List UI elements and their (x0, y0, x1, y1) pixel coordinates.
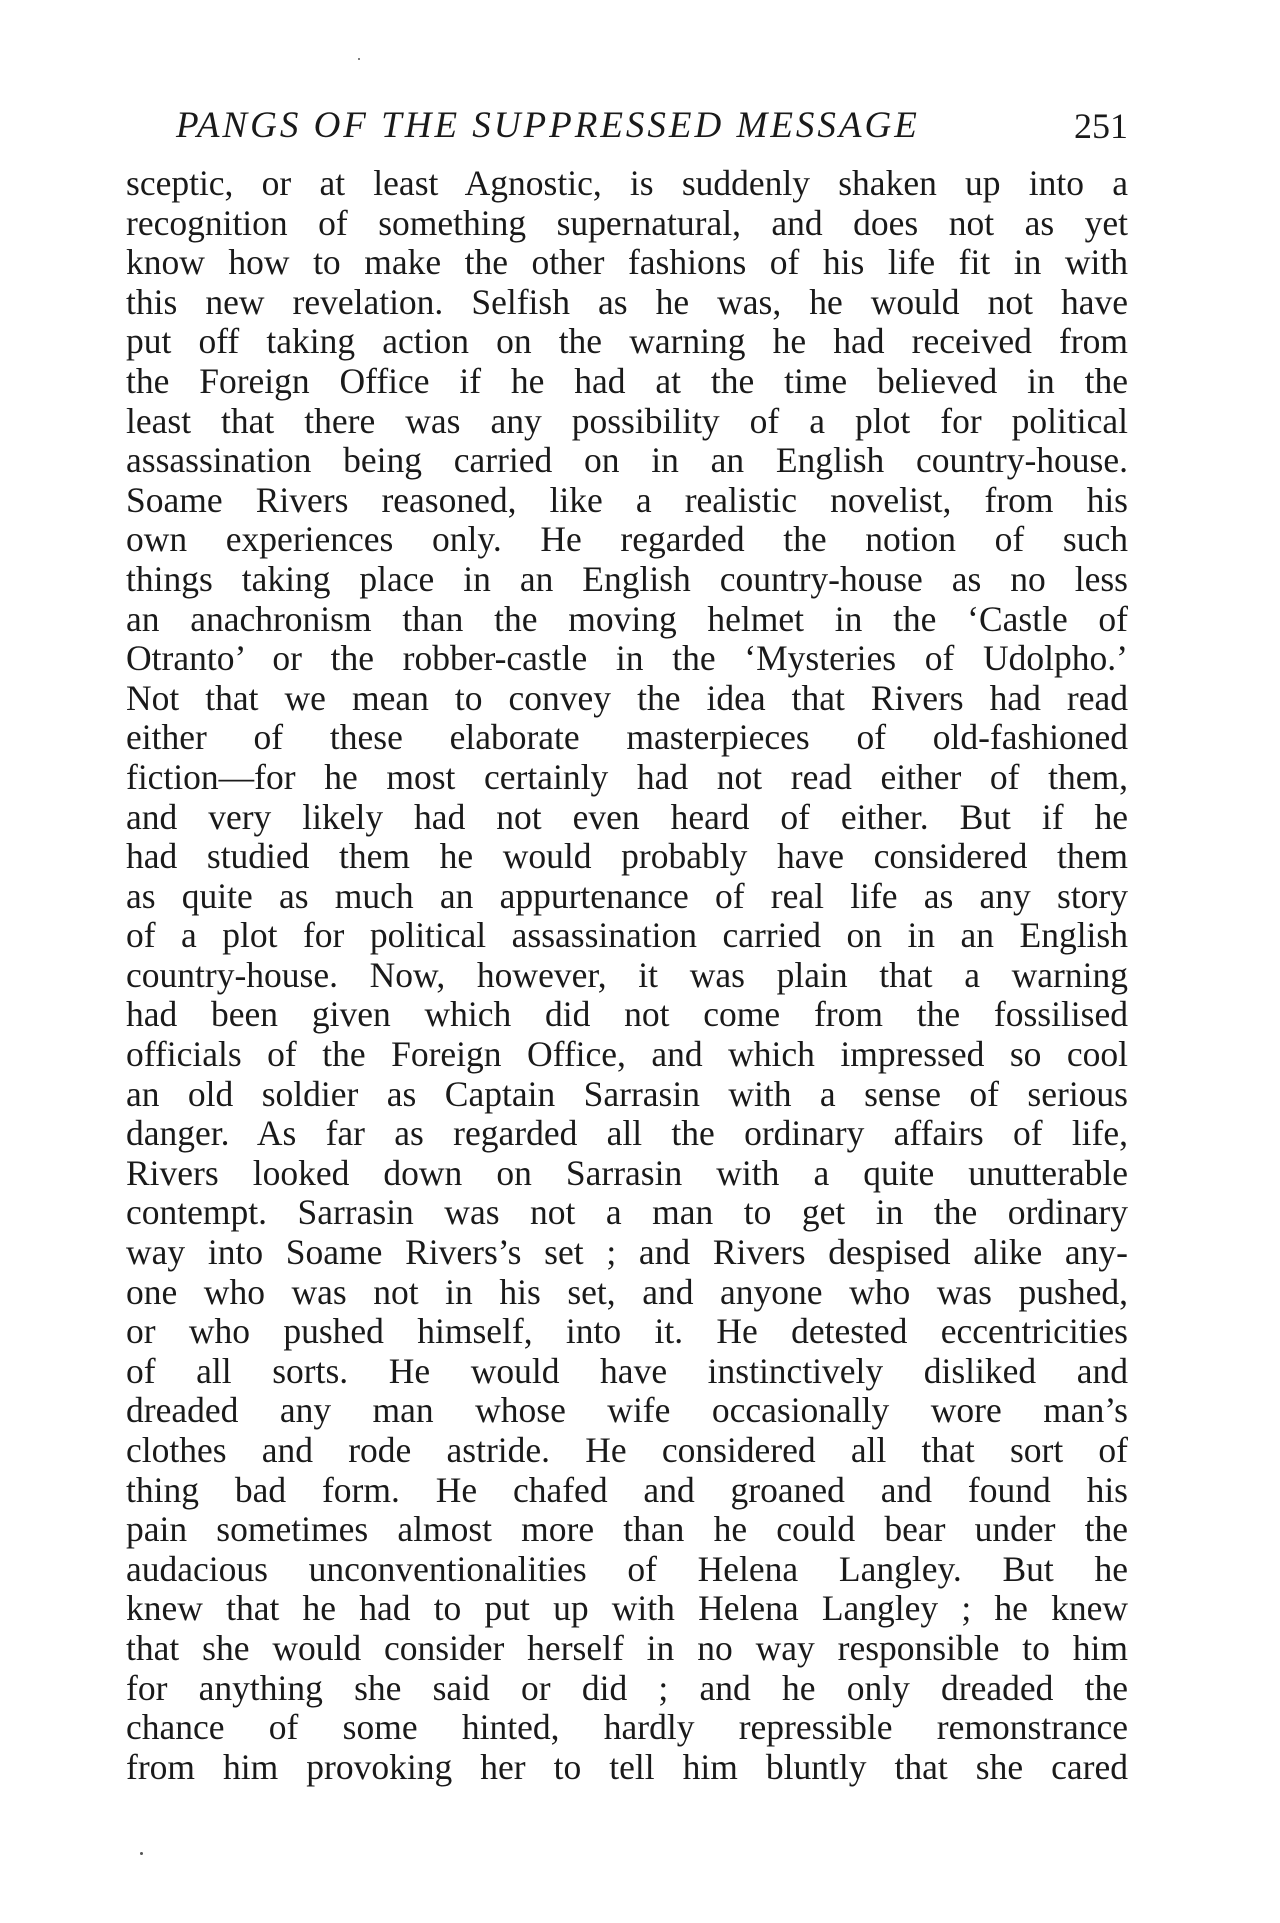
text-line: country-house. Now, however, it was plain that a warning (126, 954, 1128, 995)
text-line: this new revelation. Selfish as he was, he would not have (126, 281, 1128, 322)
text-line: Soame Rivers reasoned, like a realistic novelist, from his (126, 479, 1128, 520)
text-line: danger. As far as regarded all the ordinary affairs of life, (126, 1113, 1128, 1154)
text-line: pain sometimes almost more than he could bear under the (126, 1509, 1128, 1550)
text-line: own experiences only. He regarded the notion of such (126, 519, 1128, 560)
text-line: know how to make the other fashions of his life fit in with (126, 242, 1128, 283)
text-line: either of these elaborate masterpieces of old-fashioned (126, 717, 1128, 758)
text-line: as quite as much an appurtenance of real life as any story (126, 875, 1128, 916)
text-line: one who was not in his set, and anyone who was pushed, (126, 1271, 1128, 1312)
text-line: Otranto’ or the robber-castle in the ‘Mysteries of Udolpho.’ (126, 638, 1128, 679)
text-line: the Foreign Office if he had at the time believed in the (126, 360, 1128, 401)
text-line: for anything she said or did ; and he only dreaded the (126, 1667, 1128, 1708)
text-line: from him provoking her to tell him bluntly that she cared (126, 1746, 1128, 1787)
text-line: and very likely had not even heard of either. But if he (126, 796, 1128, 837)
text-line: chance of some hinted, hardly repressible remonstrance (126, 1707, 1128, 1748)
text-line: things taking place in an English country-house as no less (126, 558, 1128, 599)
text-line: Rivers looked down on Sarrasin with a quite unutterable (126, 1152, 1128, 1193)
text-line: audacious unconventionalities of Helena Langley. But he (126, 1548, 1128, 1589)
text-line: recognition of something supernatural, and does not as yet (126, 202, 1128, 243)
text-line: assassination being carried on in an English country-house. (126, 440, 1128, 481)
text-line: had studied them he would probably have considered them (126, 836, 1128, 877)
text-line: way into Soame Rivers’s set ; and Rivers despised alike any- (126, 1232, 1128, 1273)
text-line: dreaded any man whose wife occasionally wore man’s (126, 1390, 1128, 1431)
text-line: sceptic, or at least Agnostic, is suddenly shaken up into a (126, 163, 1128, 203)
page-number: 251 (1074, 106, 1128, 146)
text-line: least that there was any possibility of a plot for political (126, 400, 1128, 441)
text-line: contempt. Sarrasin was not a man to get in the ordinary (126, 1192, 1128, 1233)
text-line: thing bad form. He chafed and groaned and found his (126, 1469, 1128, 1510)
text-line: that she would consider herself in no way responsible to him (126, 1627, 1128, 1668)
text-line: an anachronism than the moving helmet in the ‘Castle of (126, 598, 1128, 639)
text-line: of a plot for political assassination carried on in an English (126, 915, 1128, 956)
running-head (176, 102, 1128, 150)
running-title: PANGS OF THE SUPPRESSED MESSAGE (176, 105, 920, 146)
text-line: officials of the Foreign Office, and which impressed so cool (126, 1034, 1128, 1075)
body-text (126, 164, 1128, 1787)
text-line: fiction—for he most certainly had not read either of them, (126, 756, 1128, 797)
paper-speck (140, 1852, 143, 1855)
paper-speck (358, 58, 360, 60)
text-line: put off taking action on the warning he had received from (126, 321, 1128, 362)
text-line: clothes and rode astride. He considered all that sort of (126, 1430, 1128, 1470)
text-line: an old soldier as Captain Sarrasin with a sense of serious (126, 1073, 1128, 1114)
text-line: of all sorts. He would have instinctively disliked and (126, 1350, 1128, 1391)
text-line: Not that we mean to convey the idea that Rivers had read (126, 677, 1128, 718)
text-line: knew that he had to put up with Helena Langley ; he knew (126, 1588, 1128, 1629)
text-line: had been given which did not come from the fossilised (126, 994, 1128, 1035)
text-line: or who pushed himself, into it. He detested eccentricities (126, 1311, 1128, 1352)
